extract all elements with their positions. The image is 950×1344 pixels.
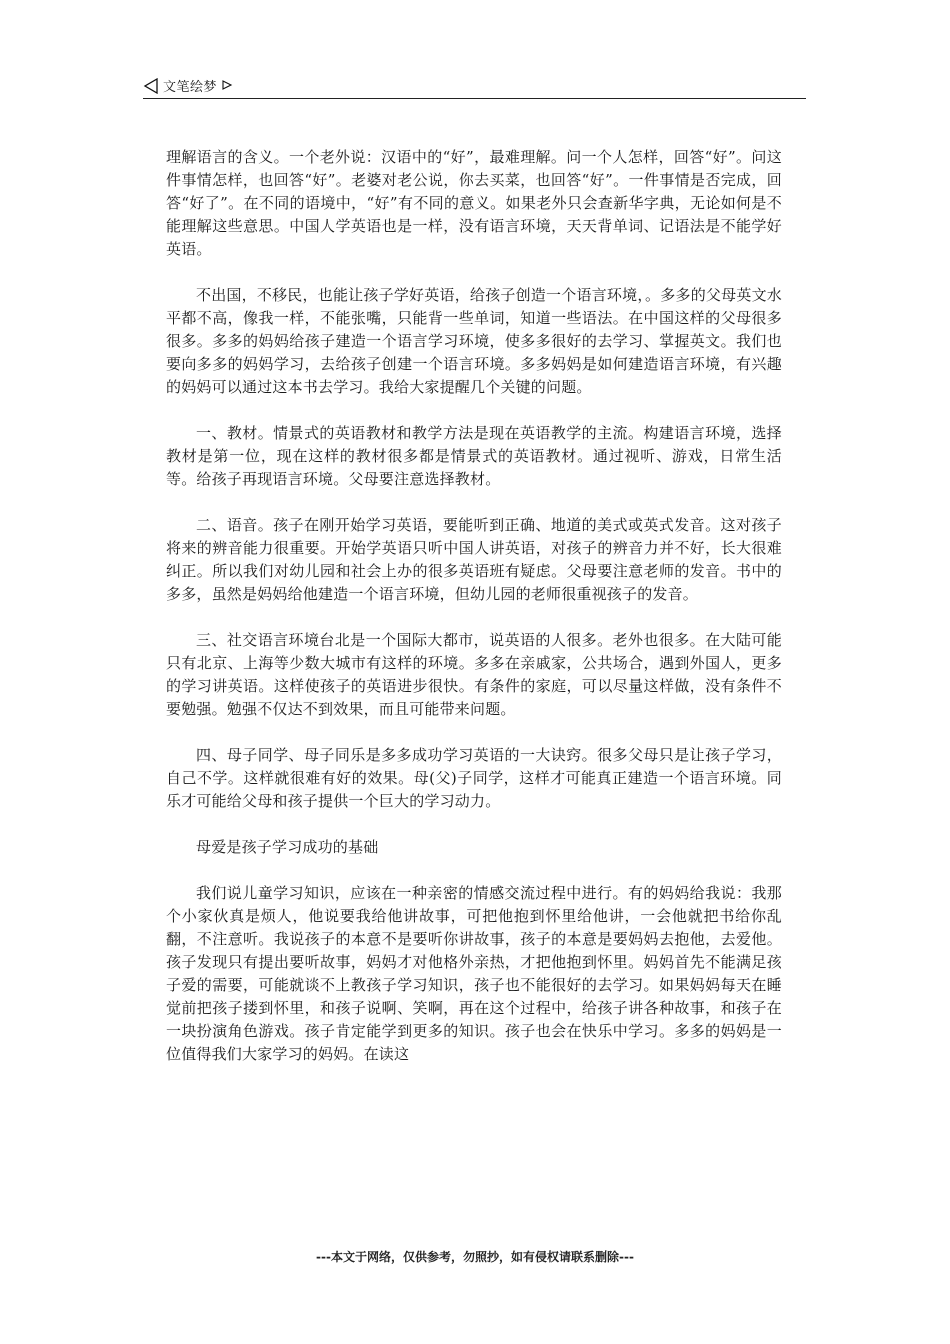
- paragraph: 一、教材。情景式的英语教材和教学方法是现在英语教学的主流。构建语言环境，选择教材是第一位，现在这样的教材很多都是情景式的英语教材。通过视听、游戏，日常生活等。给孩子再现语言环境。父母要注意选择教材。: [166, 424, 782, 488]
- triangle-left-icon: [143, 78, 159, 94]
- triangle-right-icon: [221, 80, 233, 92]
- paragraph: 二、语音。孩子在刚开始学习英语，要能听到正确、地道的美式或英式发音。这对孩子将来的辨音能力很重要。开始学英语只听中国人讲英语，对孩子的辨音力并不好，长大很难纠正。所以我们对幼儿园和社会上办的很多英语班有疑虑。父母要注意老师的发音。书中的多多，虽然是妈妈给他建造一个语言环境，但幼儿园的老师很重视孩子的发音。: [166, 516, 782, 603]
- paragraph: 三、社交语言环境台北是一个国际大都市，说英语的人很多。老外也很多。在大陆可能只有北京、上海等少数大城市有这样的环境。多多在亲戚家，公共场合，遇到外国人，更多的学习讲英语。这样使孩子的英语进步很快。有条件的家庭，可以尽量这样做，没有条件不要勉强。勉强不仅达不到效果，而且可能带来问题。: [166, 631, 782, 718]
- article-body: [166, 146, 782, 1089]
- header-brand: [143, 76, 233, 95]
- brand-text: 文笔绘梦: [163, 80, 218, 95]
- paragraph: 我们说儿童学习知识，应该在一种亲密的情感交流过程中进行。有的妈妈给我说：我那个小家伙真是烦人，他说要我给他讲故事，可把他抱到怀里给他讲，一会他就把书给你乱翻，不注意听。我说孩子的本意不是要听你讲故事，孩子的本意是要妈妈去抱他，去爱他。孩子发现只有提出要听故事，妈妈才对他格外亲热，才把他抱到怀里。妈妈首先不能满足孩子爱的需要，可能就谈不上教孩子学习知识，孩子也不能很好的去学习。如果妈妈每天在睡觉前把孩子搂到怀里，和孩子说啊、笑啊，再在这个过程中，给孩子讲各种故事，和孩子在一块扮演角色游戏。孩子肯定能学到更多的知识。孩子也会在快乐中学习。多多的妈妈是一位值得我们大家学习的妈妈。在读这: [166, 884, 782, 1063]
- page-header: [143, 74, 806, 99]
- paragraph: 四、母子同学、母子同乐是多多成功学习英语的一大诀窍。很多父母只是让孩子学习，自己不学。这样就很难有好的效果。母(父)子同学，这样才可能真正建造一个语言环境。同乐才可能给父母和孩子提供一个巨大的学习动力。: [166, 746, 782, 810]
- page-footer: ---本文于网络，仅供参考，勿照抄，如有侵权请联系删除---: [316, 1250, 634, 1264]
- section-heading: 母爱是孩子学习成功的基础: [196, 838, 379, 856]
- paragraph: 理解语言的含义。一个老外说：汉语中的“好”，最难理解。问一个人怎样，回答“好”。问这件事情怎样，也回答“好”。老婆对老公说，你去买菜，也回答“好”。一件事情是否完成，回答“好了”。在不同的语境中，“好”有不同的意义。如果老外只会查新华字典，无论如何是不能理解这些意思。中国人学英语也是一样，没有语言环境，天天背单词、记语法是不能学好英语。: [166, 148, 782, 258]
- paragraph: 不出国，不移民，也能让孩子学好英语，给孩子创造一个语言环境，。多多的父母英文水平都不高，像我一样，不能张嘴，只能背一些单词，知道一些语法。在中国这样的父母很多很多。多多的妈妈给孩子建造一个语言学习环境，使多多很好的去学习、掌握英文。我们也要向多多的妈妈学习，去给孩子创建一个语言环境。多多妈妈是如何建造语言环境，有兴趣的妈妈可以通过这本书去学习。我给大家提醒几个关键的问题。: [166, 286, 782, 396]
